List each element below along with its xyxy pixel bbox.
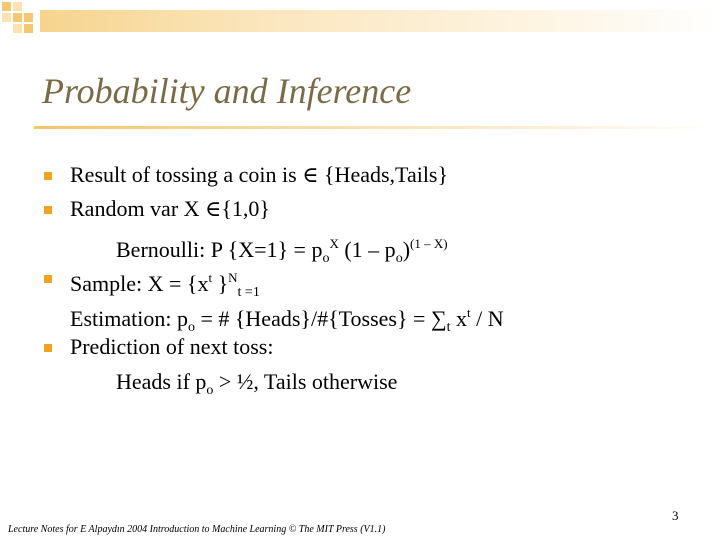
bullet-marker [44,172,52,180]
bullet-sample: Sample: $X = \{x^t$ }$^N_{t =1}$ [70,270,260,300]
bullet-prediction: Prediction of next toss: [70,334,274,359]
footer-citation: Lecture Notes for E Alpaydın 2004 Introduction to Machine Learning © The MIT Press (V1.1) [8,524,386,535]
bernoulli-line: Bernoulli: P $\{X=1\} = p_o^X$ $(1 - p_o)^{(1 - X)}$ [116,236,448,266]
bullet-marker [44,275,52,283]
bullet-marker [44,206,52,214]
page-number: 3 [672,508,679,523]
bullet-marker [44,344,52,352]
slide-title: Probability and Inference [42,71,412,111]
prediction-rule: Heads if $p_o$ > ½, Tails otherwise [116,369,398,398]
header-bar [40,10,720,32]
bullet-coin-toss: Result of tossing a coin is ∈ {Heads,Tails} [70,162,449,187]
title-divider [34,126,720,129]
estimation-line: Estimation: $p_o$ = # {Heads}/#{Tosses} = $\sum_t$ $x^t$ / N [70,305,504,335]
bullet-random-var: Random var X ∈{1,0} [70,196,270,221]
